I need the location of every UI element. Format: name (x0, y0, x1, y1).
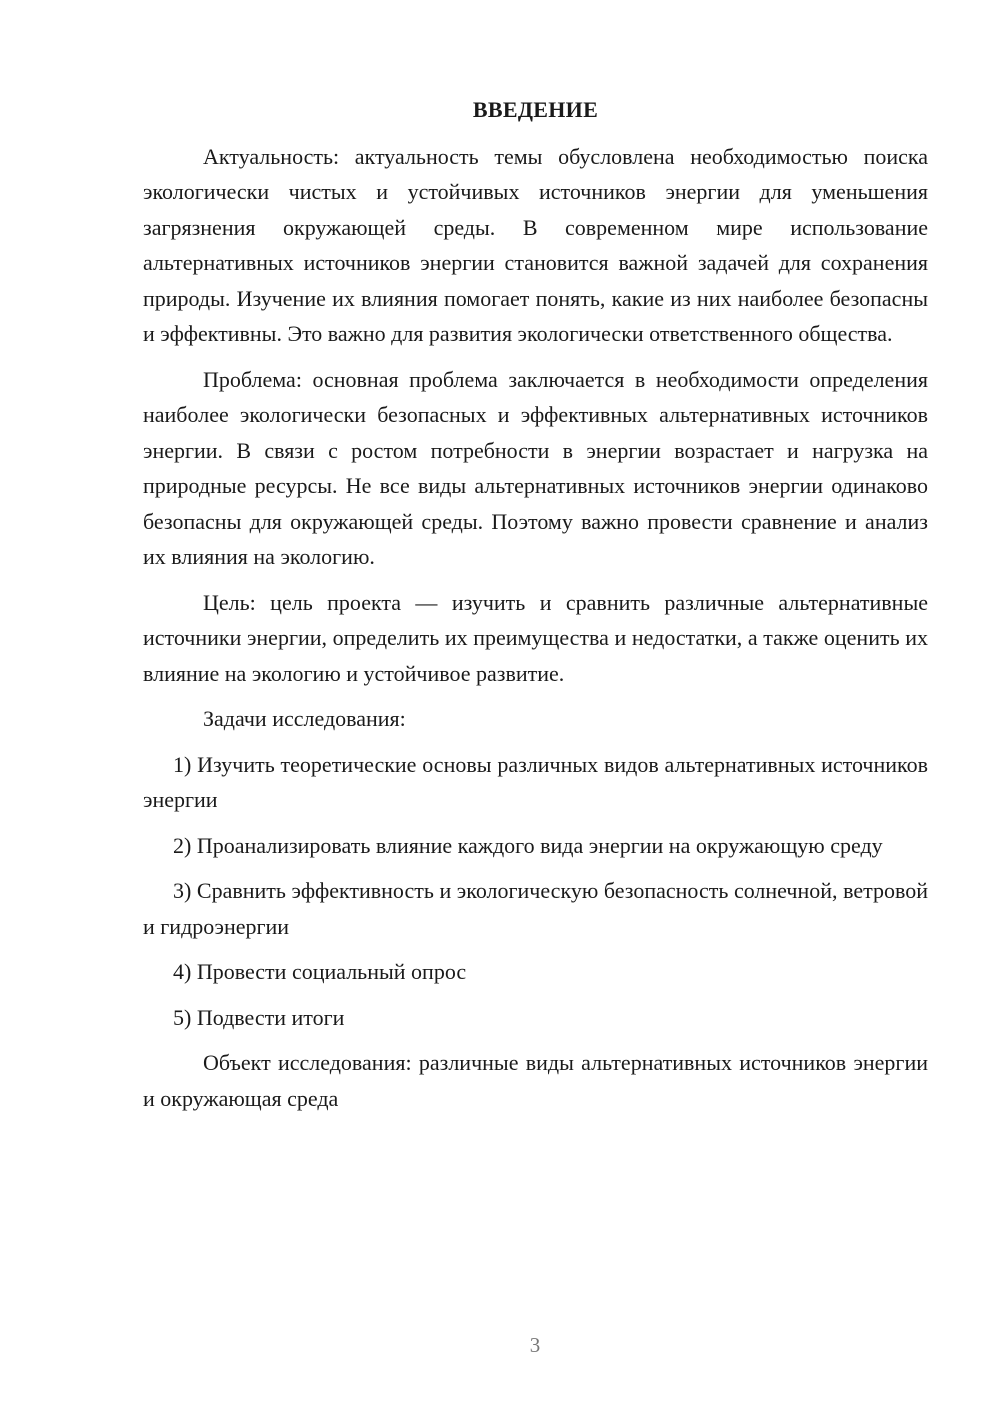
object-paragraph: Объект исследования: различные виды альтернативных источников энергии и окружающая среда (143, 1050, 928, 1111)
relevance-paragraph: Актуальность: актуальность темы обусловлена необходимостью поиска экологически чистых и устойчивых источников энергии для уменьшения загрязнения окружающей среды. В современном мире использование альтернативных источников энергии становится важной задачей для сохранения природы. Изучение их влияния помогает понять, какие из них наиболее безопасны и эффективны. Это важно для развития экологически ответственного общества. (143, 143, 928, 346)
goal-paragraph: Цель: цель проекта — изучить и сравнить различные альтернативные источники энергии, определить их преимущества и недостатки, а также оценить их влияние на экологию и устойчивое развитие. (143, 589, 928, 686)
section-heading: ВВЕДЕНИЕ (472, 97, 599, 122)
task-item-4: 4) Провести социальный опрос (173, 959, 467, 984)
document-page (143, 92, 928, 1126)
tasks-list (143, 747, 928, 1036)
task-item-3: 3) Сравнить эффективность и экологическую безопасность солнечной, ветровой и гидроэнергии (143, 878, 928, 939)
task-item-1: 1) Изучить теоретические основы различных видов альтернативных источников энергии (143, 751, 928, 812)
tasks-title: Задачи исследования: (203, 706, 406, 731)
task-item-5: 5) Подвести итоги (173, 1004, 345, 1030)
task-item-2: 2) Проанализировать влияние каждого вида энергии на окружающую среду (173, 832, 883, 858)
problem-paragraph: Проблема: основная проблема заключается в необходимости определения наиболее экологически безопасных и эффективных альтернативных источников энергии. В связи с ростом потребности в энергии возрастает и нагрузка на природные ресурсы. Не все виды альтернативных источников энергии одинаково безопасны для окружающей среды. Поэтому важно провести сравнение и анализ их влияния на экологию. (143, 366, 928, 569)
page-number: 3 (529, 1333, 541, 1357)
